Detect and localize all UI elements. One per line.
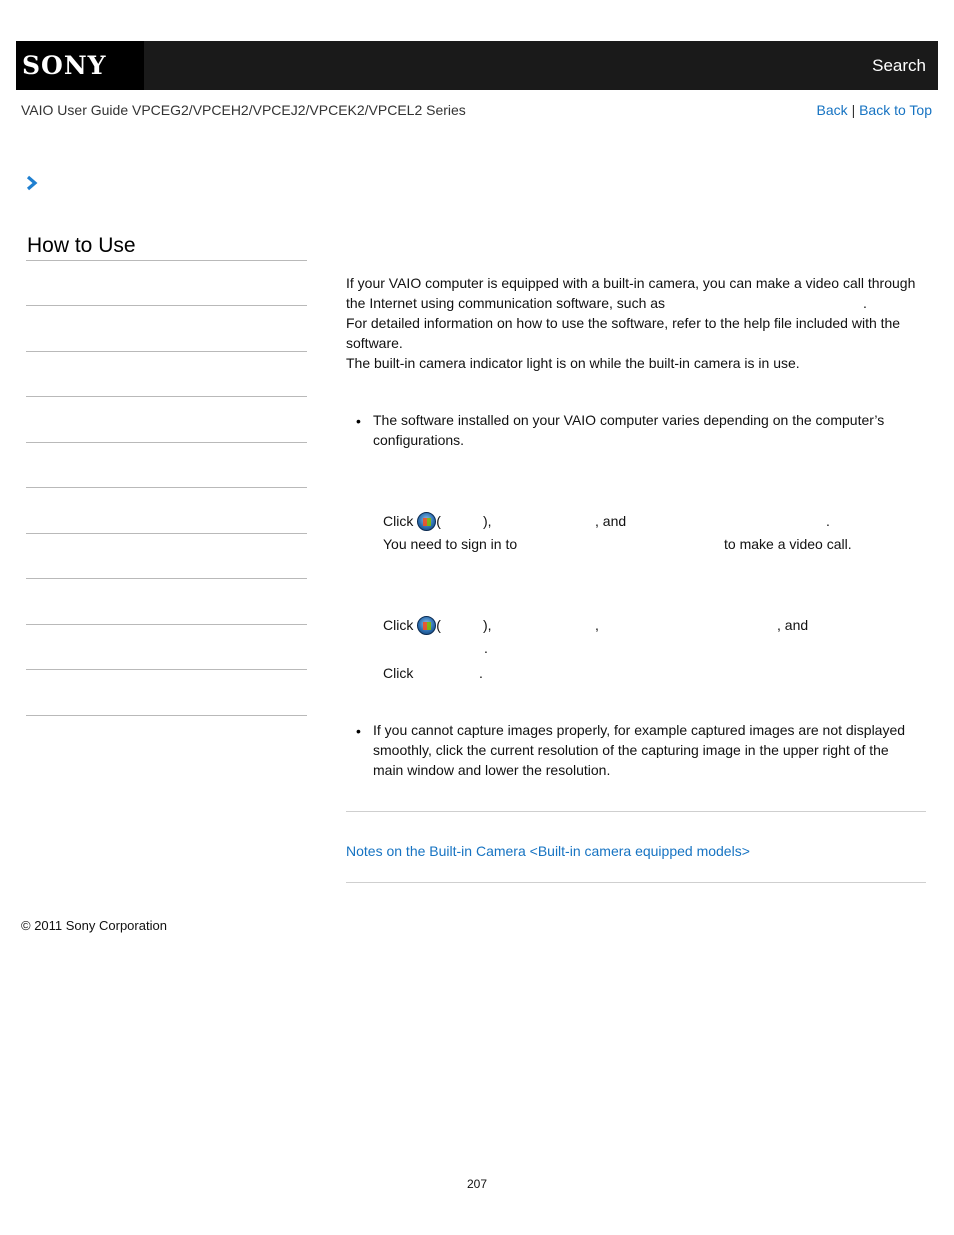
sidebar-divider [26,396,307,397]
comma-text: , [595,617,599,633]
note2-line-3: main window and lower the resolution. [373,762,611,778]
period-text: . [826,513,830,529]
period-text: . [484,640,488,656]
step-a-line-2-start: You need to sign in to [383,536,518,552]
windows-start-icon [417,616,436,635]
intro-line-2-end: . [863,295,867,311]
close-paren: ), [483,617,492,633]
section-divider [346,882,926,883]
chevron-right-icon[interactable] [25,175,39,191]
note1-line-1: The software installed on your VAIO computer varies depending on the computer’s [373,412,885,428]
bullet: • [356,723,361,739]
sony-logo-box[interactable] [16,41,144,90]
sidebar-divider [26,351,307,352]
bullet: • [356,413,361,429]
step-a-line-1 [383,511,441,531]
back-link[interactable]: Back [816,102,848,118]
and-text: , and [595,513,627,529]
intro-line-3: For detailed information on how to use the software, refer to the help file included with the [346,315,901,331]
windows-start-icon [417,512,436,531]
step-a-line-2-end: to make a video call. [724,536,852,552]
intro-line-4: software. [346,335,403,351]
sony-logo: SONY [22,51,107,80]
open-paren: ( [436,617,441,633]
note2-line-2: smoothly, click the current resolution of the capturing image in the upper right of the [373,742,889,758]
guide-title: VAIO User Guide VPCEG2/VPCEH2/VPCEJ2/VPCEK2/VPCEL2 Series [21,102,466,118]
note2-line-1: If you cannot capture images properly, for example captured images are not displayed [373,722,906,738]
note1-line-2: configurations. [373,432,465,448]
header-bar [16,41,938,90]
intro-line-5: The built-in camera indicator light is on while the built-in camera is in use. [346,355,800,371]
click-text-2: Click [383,665,414,681]
close-paren: ), [483,513,492,529]
sidebar-divider [26,715,307,716]
page-number: 207 [466,1177,488,1191]
click-text: Click [383,617,414,633]
sidebar-title: How to Use [27,234,136,257]
and-text: , and [777,617,809,633]
back-to-top-link[interactable]: Back to Top [859,102,932,118]
intro-line-2: the Internet using communication software, such as [346,295,666,311]
sidebar-divider [26,442,307,443]
step-b-line-1 [383,615,441,635]
sidebar-divider [26,624,307,625]
sidebar-divider [26,260,307,261]
sidebar-divider [26,578,307,579]
search-button[interactable]: Search [872,56,926,75]
nav-separator: | [851,102,856,118]
sidebar-divider [26,533,307,534]
open-paren: ( [436,513,441,529]
sidebar-divider [26,305,307,306]
copyright: © 2011 Sony Corporation [21,918,167,933]
top-navigation [817,101,932,119]
sidebar-divider [26,669,307,670]
section-divider [346,811,926,812]
sidebar-divider [26,487,307,488]
related-topic-link[interactable]: Notes on the Built-in Camera <Built-in camera equipped models> [346,843,750,859]
click-text: Click [383,513,414,529]
intro-line-1: If your VAIO computer is equipped with a built-in camera, you can make a video call through [346,275,916,291]
period-text-2: . [479,665,483,681]
